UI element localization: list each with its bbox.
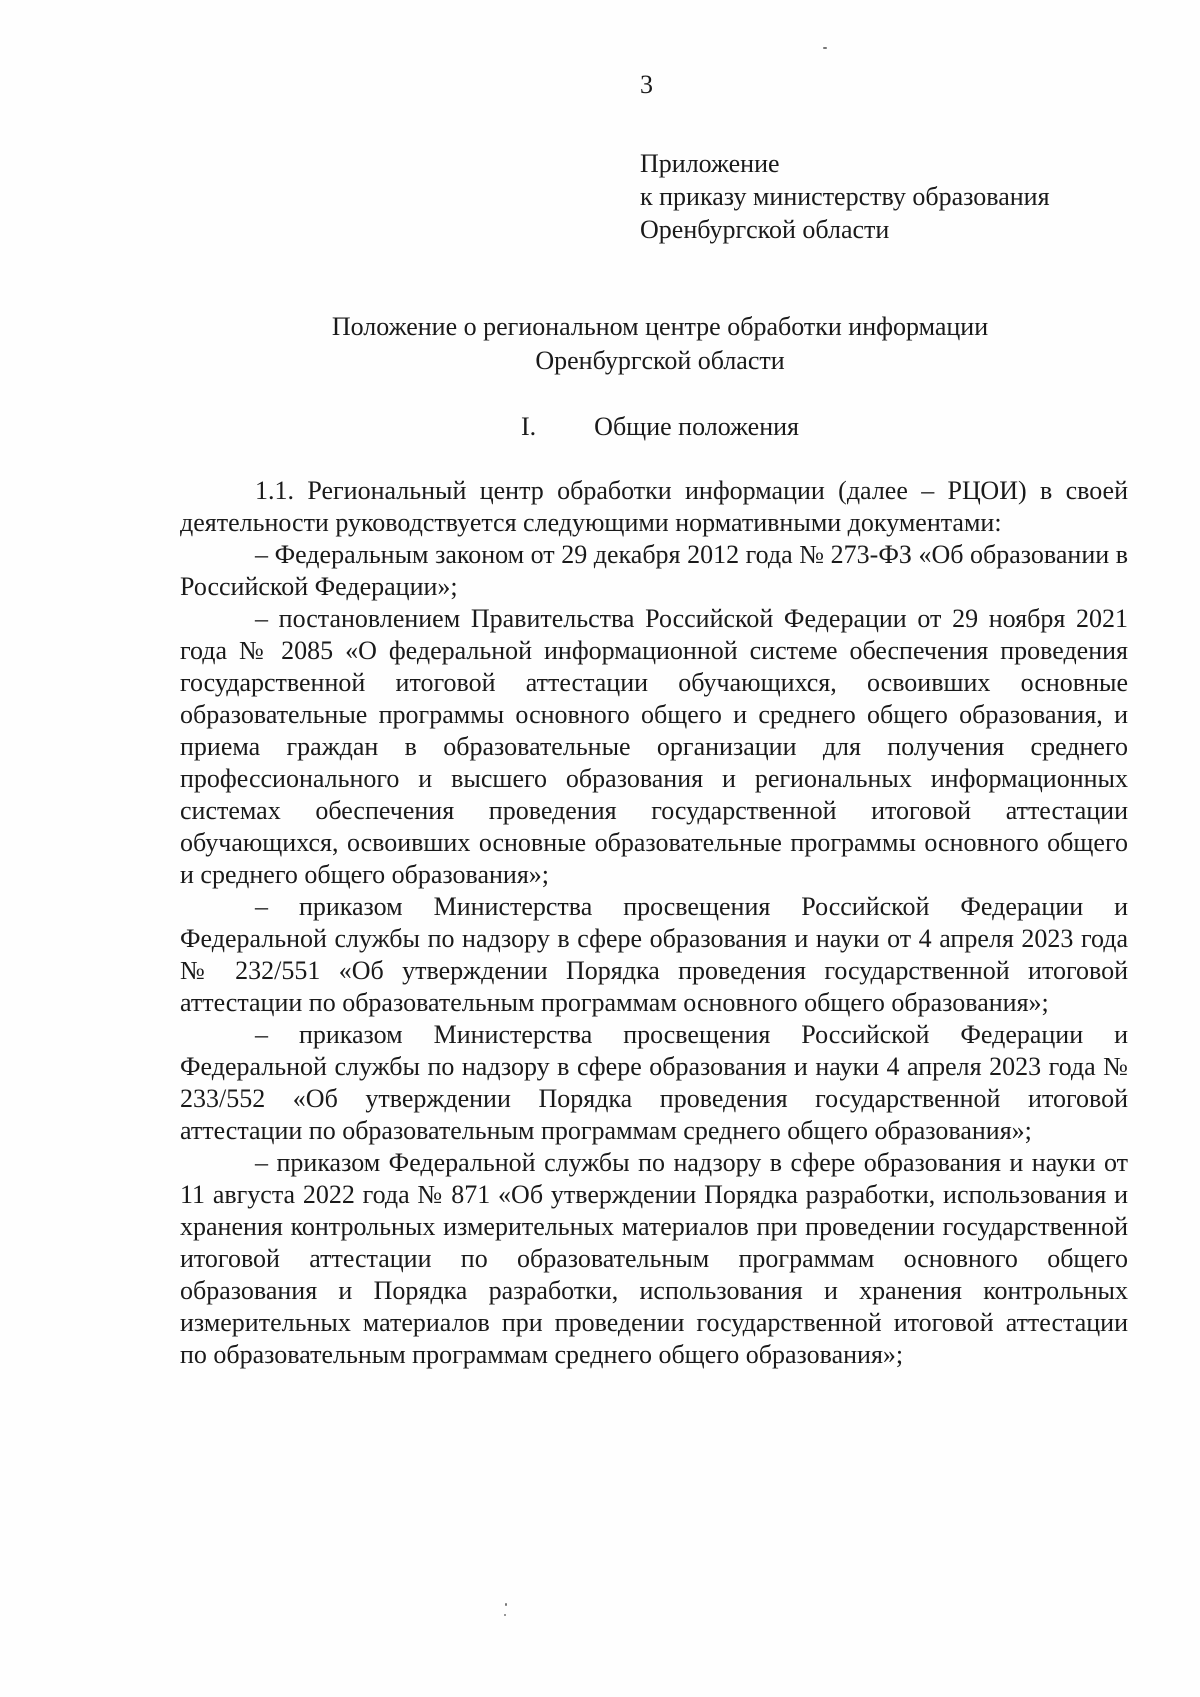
list-item-order-233-552: – приказом Министерства просвещения Российской Федерации и Федеральной службы по надзору в сфере образования и науки 4 апреля 2023 года № 233/552 «Об утверждении Порядка проведения государственной итоговой аттестации по образовательным программам среднего общего образования»;: [180, 1020, 1128, 1145]
list-item-order-232-551: – приказом Министерства просвещения Российской Федерации и Федеральной службы по надзору в сфере образования и науки от 4 апреля 2023 года № 232/551 «Об утверждении Порядка проведения государственной итоговой аттестации по образовательным программам основного общего образования»;: [180, 892, 1128, 1017]
appendix-note: [640, 147, 1050, 246]
section-number: I.: [521, 412, 537, 441]
document-body: [180, 475, 1128, 1371]
section-heading: [180, 410, 1140, 444]
appendix-line-3: Оренбургской области: [640, 215, 890, 244]
document-title-line-2: Оренбургской области: [535, 346, 785, 375]
document-title-line-1: Положение о региональном центре обработки информации: [331, 312, 989, 341]
scan-speck: [504, 1614, 506, 1616]
paragraph-1-1: 1.1. Региональный центр обработки информации (далее – РЦОИ) в своей деятельности руководствуется следующими нормативными документами:: [180, 476, 1128, 537]
appendix-line-2: к приказу министерству образования: [640, 182, 1050, 211]
scan-speck: [823, 47, 827, 49]
document-title: [180, 310, 1140, 378]
list-item-order-871: – приказом Федеральной службы по надзору в сфере образования и науки от 11 августа 2022 года № 871 «Об утверждении Порядка разработки, использования и хранения контрольных измерительных материалов при проведении государственной итоговой аттестации по образовательным программам основного общего образования и Порядка разработки, использования и хранения контрольных измерительных материалов при проведении государственной итоговой аттестации по образовательным программам среднего общего образования»;: [180, 1148, 1128, 1369]
appendix-line-1: Приложение: [640, 149, 780, 178]
list-item-federal-law: – Федеральным законом от 29 декабря 2012 года № 273-ФЗ «Об образовании в Российской Федерации»;: [180, 540, 1128, 601]
scan-speck: [505, 1603, 507, 1606]
page-number: 3: [640, 70, 653, 99]
section-title: Общие положения: [594, 412, 799, 441]
list-item-government-decree: – постановлением Правительства Российской Федерации от 29 ноября 2021 года № 2085 «О федеральной информационной системе обеспечения проведения государственной итоговой аттестации обучающихся, освоивших основные образовательные программы основного общего и среднего общего образования, и приема граждан в образовательные организации для получения среднего профессионального и высшего образования и региональных информационных системах обеспечения проведения государственной итоговой аттестации обучающихся, освоивших основные образовательные программы основного общего и среднего общего образования»;: [180, 604, 1128, 889]
